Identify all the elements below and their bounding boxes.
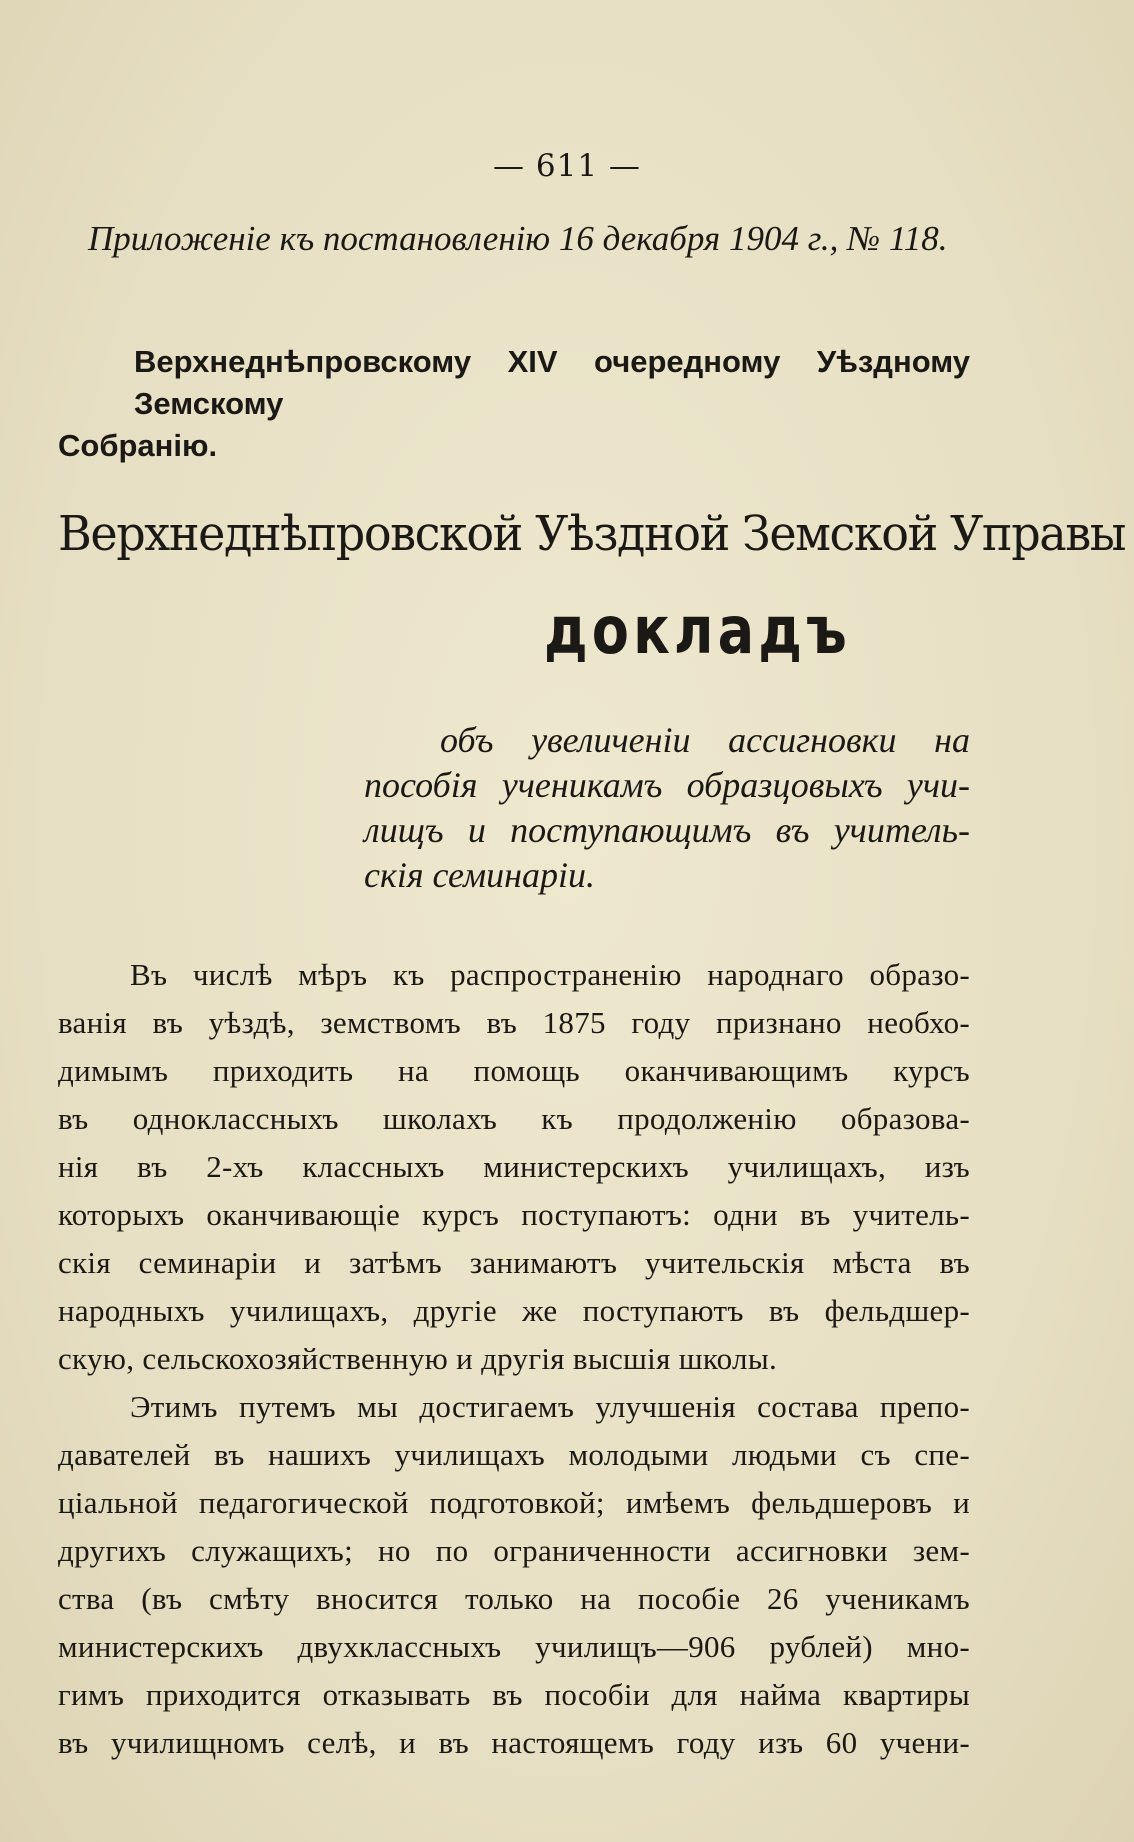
text-line: ства (въ смѣту вносится только на пособіе 26 ученикамъ [58, 1581, 970, 1616]
paragraph-1 [58, 951, 970, 1383]
text-line: скія семинаріи и затѣмъ занимаютъ учительскія мѣста въ [58, 1245, 970, 1280]
text-line: другихъ служащихъ; но по ограниченности ассигновки зем- [58, 1533, 970, 1568]
addressee-line-1: Верхнеднѣпровскому XIV очередному Уѣздному Земскому [134, 344, 970, 421]
subject-line: пособія ученикамъ образцовыхъ учи- [364, 765, 970, 805]
subject-line: скія семинаріи. [364, 855, 595, 895]
report-heading: докладъ [544, 592, 851, 669]
text-line: давателей въ нашихъ училищахъ молодыми людьми съ спе- [58, 1437, 970, 1472]
text-line: ціальной педагогической подготовкой; имѣемъ фельдшеровъ и [58, 1485, 970, 1520]
text-line: гимъ приходится отказывать въ пособіи для найма квартиры [58, 1677, 970, 1712]
text-line: Этимъ путемъ мы достигаемъ улучшенія состава препо- [130, 1389, 970, 1424]
subject-line: лищъ и поступающимъ въ учитель- [364, 810, 970, 850]
appendix-note: Приложеніе къ постановленію 16 декабря 1904 г., № 118. [88, 219, 948, 258]
paragraph-2 [58, 1383, 970, 1767]
addressee [58, 341, 970, 467]
text-line: народныхъ училищахъ, другіе же поступаютъ въ фельдшер- [58, 1293, 970, 1328]
text-line: министерскихъ двухклассныхъ училищъ—906 рублей) мно- [58, 1629, 970, 1664]
text-line: димымъ приходить на помощь оканчивающимъ курсъ [58, 1053, 970, 1088]
text-line: скую, сельскохозяйственную и другія высшія школы. [58, 1341, 777, 1376]
text-line: въ одноклассныхъ школахъ къ продолженію образова- [58, 1101, 970, 1136]
text-line: нія въ 2-хъ классныхъ министерскихъ училищахъ, изъ [58, 1149, 970, 1184]
addressee-line-2: Собранію. [58, 428, 218, 463]
text-line: ванія въ уѣздѣ, земствомъ въ 1875 году признано необхо- [58, 1005, 970, 1040]
body-text [58, 951, 970, 1767]
text-line: которыхъ оканчивающіе курсъ поступаютъ: одни въ учитель- [58, 1197, 970, 1232]
text-line: въ училищномъ селѣ, и въ настоящемъ году изъ 60 учени- [58, 1725, 970, 1760]
text-line: Въ числѣ мѣръ къ распространенію народнаго образо- [130, 957, 970, 992]
council-title: Верхнеднѣпровской Уѣздной Земской Управы [58, 506, 1126, 562]
page-number: — 611 — [493, 148, 641, 184]
report-subject [364, 718, 970, 898]
subject-line: объ увеличеніи ассигновки на [440, 720, 970, 760]
